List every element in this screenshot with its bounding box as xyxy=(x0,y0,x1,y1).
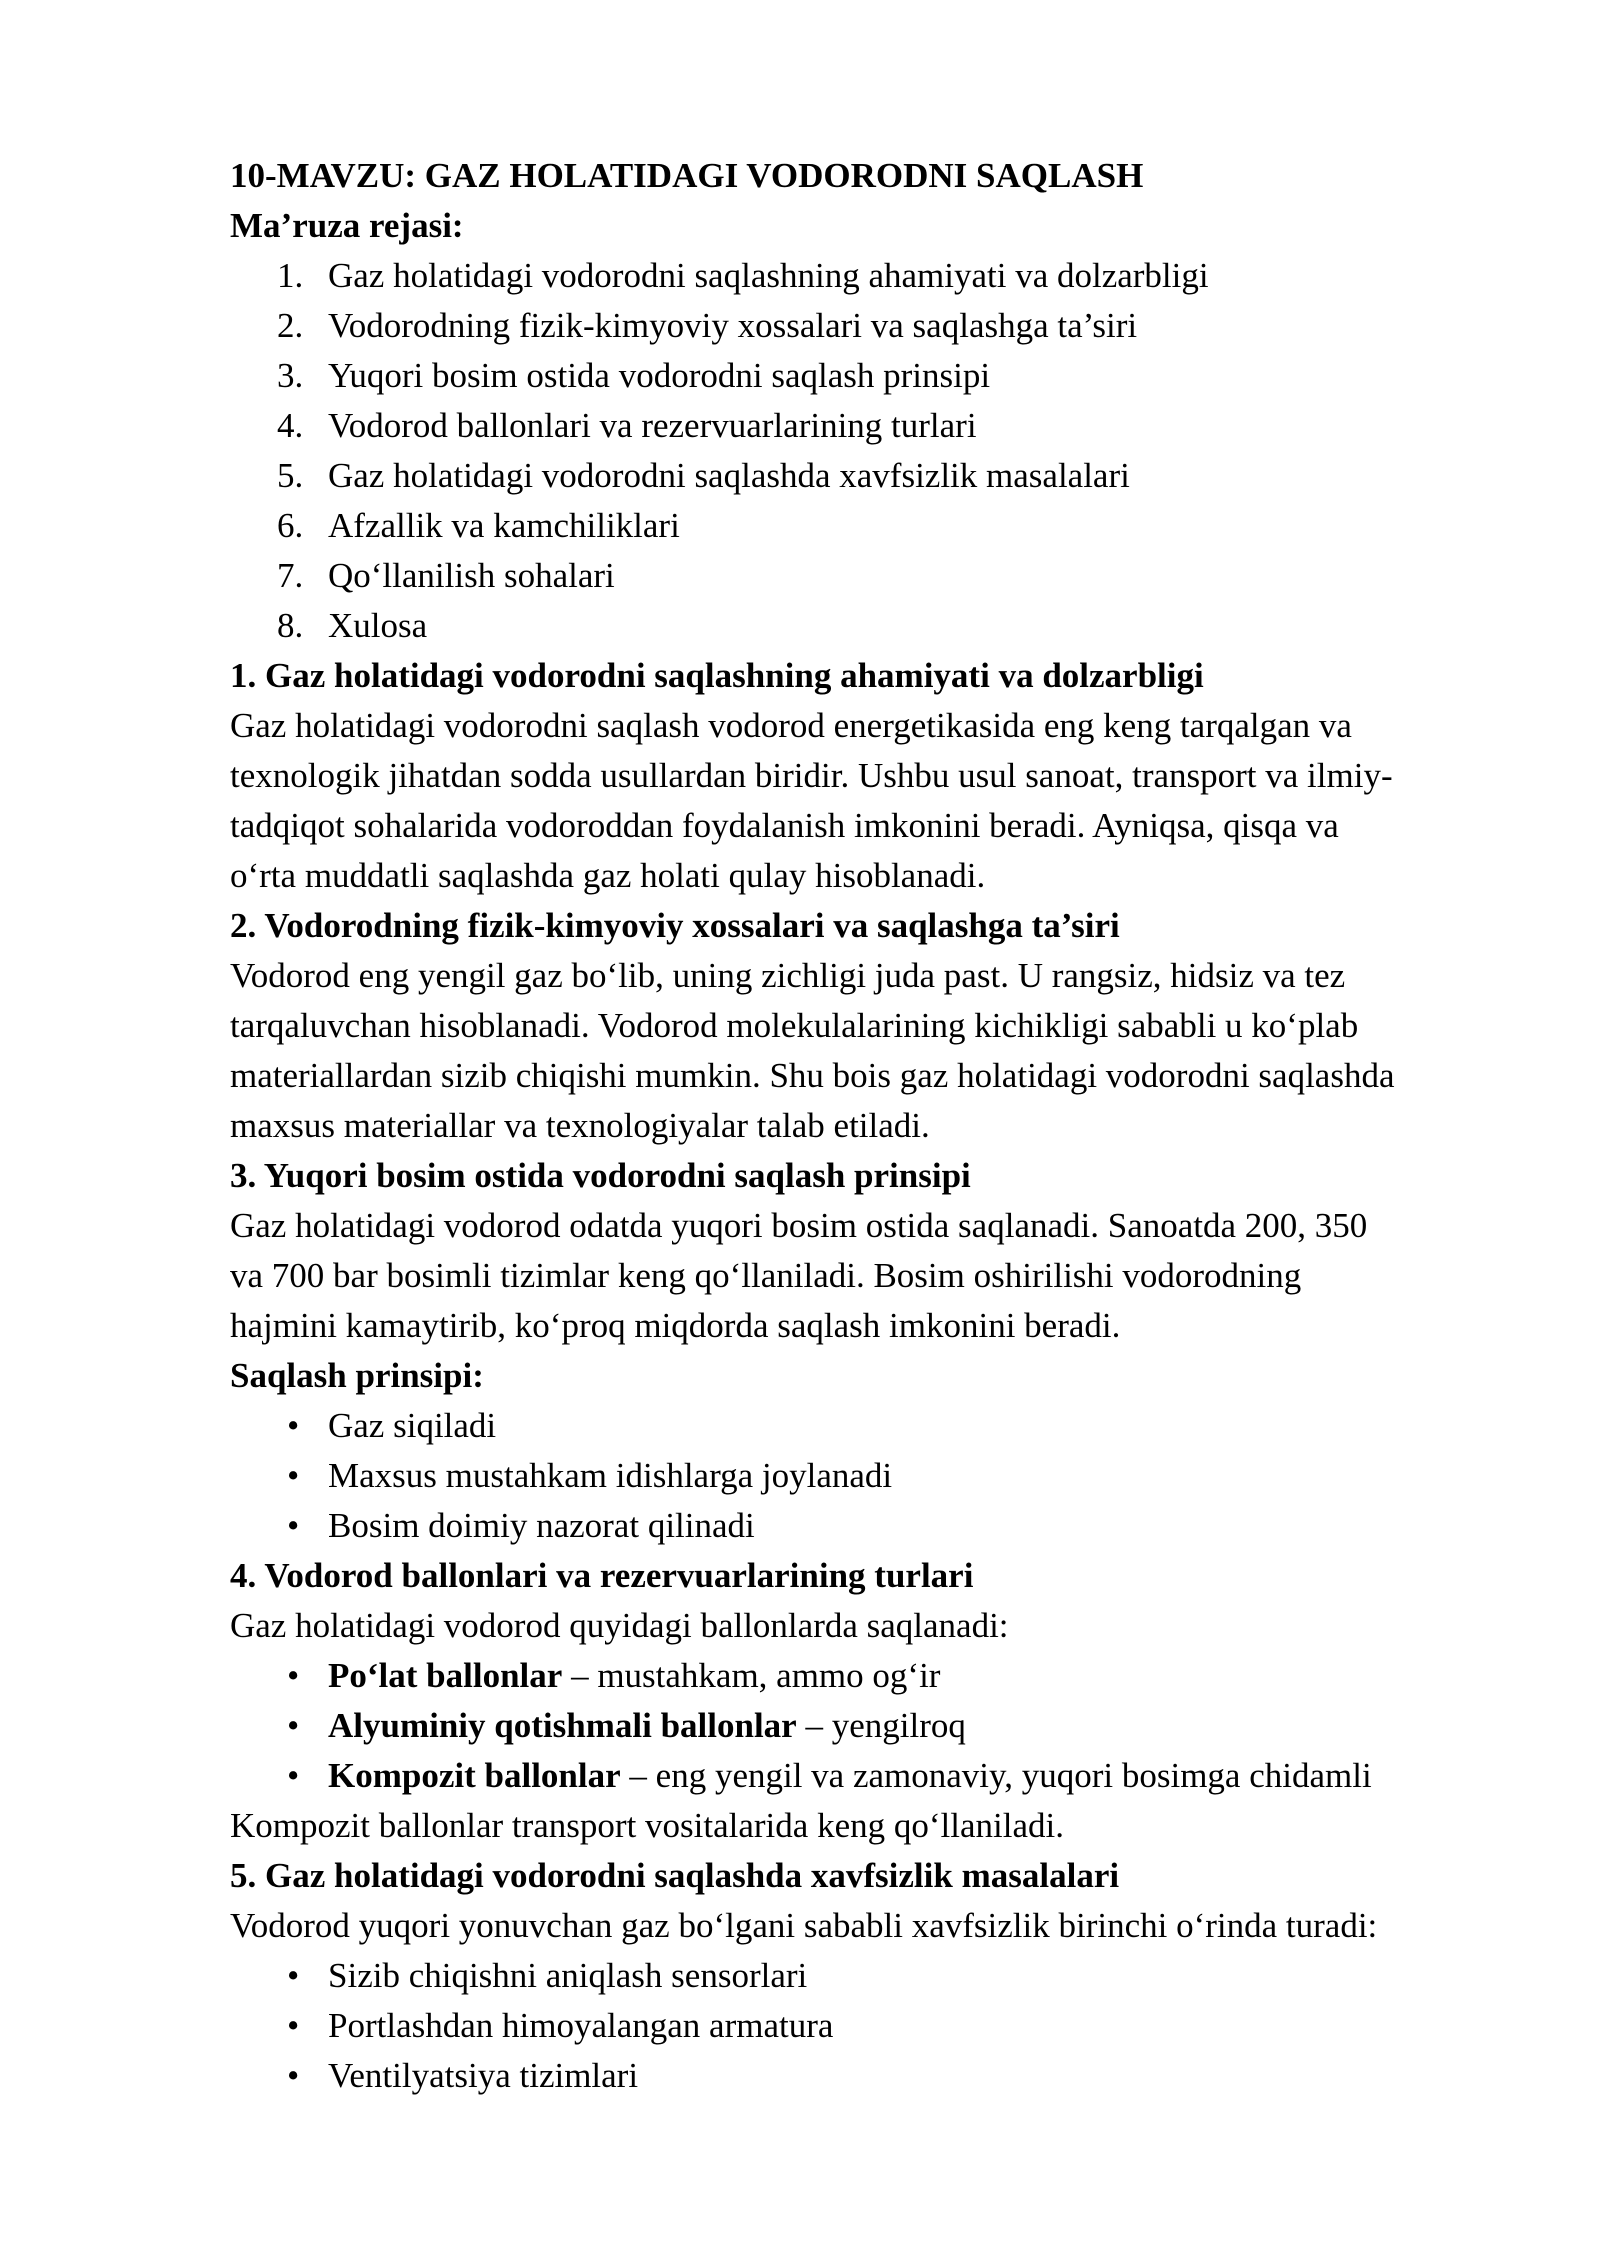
plan-list-item xyxy=(230,251,1490,301)
section-2-heading: 2. Vodorodning fizik-kimyoviy xossalari va saqlashga ta’siri xyxy=(230,906,1120,945)
bullet-item xyxy=(230,1401,1490,1451)
plan-item-text: Afzallik va kamchiliklari xyxy=(328,506,680,545)
section-3-line: Gaz holatidagi vodorod odatda yuqori bosim ostida saqlanadi. Sanoatda 200, 350 xyxy=(230,1206,1368,1245)
section-1-heading: 1. Gaz holatidagi vodorodni saqlashning ahamiyati va dolzarbligi xyxy=(230,656,1204,695)
plan-list-item xyxy=(230,301,1490,351)
list-number: 7. xyxy=(277,556,304,595)
bullet-item xyxy=(230,1701,1490,1751)
bullet-item xyxy=(230,1451,1490,1501)
bullet-text: Gaz siqiladi xyxy=(328,1406,497,1445)
bullet-text: Ventilyatsiya tizimlari xyxy=(328,2056,639,2095)
list-number: 1. xyxy=(277,256,304,295)
section-3-heading: 3. Yuqori bosim ostida vodorodni saqlash prinsipi xyxy=(230,1156,971,1195)
plan-list-item xyxy=(230,401,1490,451)
plan-item-text: Qo‘llanilish sohalari xyxy=(328,556,615,595)
section-5-intro: Vodorod yuqori yonuvchan gaz bo‘lgani sababli xavfsizlik birinchi o‘rinda turadi: xyxy=(230,1906,1378,1945)
bullet-item xyxy=(230,1651,1490,1701)
section-2-line: maxsus materiallar va texnologiyalar talab etiladi. xyxy=(230,1106,930,1145)
bullet-item xyxy=(230,1751,1490,1801)
bullet-icon: • xyxy=(287,1656,300,1695)
section-4-bullet-list xyxy=(230,1651,1490,1801)
section-3-line: va 700 bar bosimli tizimlar keng qo‘llaniladi. Bosim oshirilishi vodorodning xyxy=(230,1256,1302,1295)
plan-list-item xyxy=(230,601,1490,651)
bullet-icon: • xyxy=(287,1706,300,1745)
section-1-line: tadqiqot sohalarida vodoroddan foydalanish imkonini beradi. Ayniqsa, qisqa va xyxy=(230,806,1339,845)
list-number: 5. xyxy=(277,456,304,495)
bullet-desc: – yengilroq xyxy=(796,1706,966,1745)
plan-item-text: Gaz holatidagi vodorodni saqlashda xavfsizlik masalalari xyxy=(328,456,1130,495)
plan-list-item xyxy=(230,501,1490,551)
bullet-icon: • xyxy=(287,1506,300,1545)
plan-list xyxy=(230,251,1490,651)
list-number: 4. xyxy=(277,406,304,445)
bullet-icon: • xyxy=(287,2056,300,2095)
list-number: 3. xyxy=(277,356,304,395)
plan-list-item xyxy=(230,451,1490,501)
section-3-line: hajmini kamaytirib, ko‘proq miqdorda saqlash imkonini beradi. xyxy=(230,1306,1121,1345)
section-1-line: Gaz holatidagi vodorodni saqlash vodorod energetikasida eng keng tarqalgan va xyxy=(230,706,1352,745)
bullet-text: Maxsus mustahkam idishlarga joylanadi xyxy=(328,1456,893,1495)
bullet-desc: – mustahkam, ammo og‘ir xyxy=(562,1656,941,1695)
section-2-line: materiallardan sizib chiqishi mumkin. Shu bois gaz holatidagi vodorodni saqlashda xyxy=(230,1056,1395,1095)
section-4-intro: Gaz holatidagi vodorod quyidagi ballonlarda saqlanadi: xyxy=(230,1606,1009,1645)
plan-heading: Ma’ruza rejasi: xyxy=(230,206,464,245)
bullet-icon: • xyxy=(287,2006,300,2045)
list-number: 6. xyxy=(277,506,304,545)
section-3-subheading: Saqlash prinsipi: xyxy=(230,1356,484,1395)
bullet-item xyxy=(230,2001,1490,2051)
plan-list-item xyxy=(230,551,1490,601)
section-4-outro: Kompozit ballonlar transport vositalarida keng qo‘llaniladi. xyxy=(230,1806,1064,1845)
list-number: 2. xyxy=(277,306,304,345)
bullet-text: Bosim doimiy nazorat qilinadi xyxy=(328,1506,755,1545)
plan-item-text: Vodorod ballonlari va rezervuarlarining turlari xyxy=(328,406,977,445)
plan-item-text: Gaz holatidagi vodorodni saqlashning ahamiyati va dolzarbligi xyxy=(328,256,1209,295)
section-1-line: texnologik jihatdan sodda usullardan biridir. Ushbu usul sanoat, transport va ilmiy- xyxy=(230,756,1393,795)
section-2-line: tarqaluvchan hisoblanadi. Vodorod molekulalarining kichikligi sababli u ko‘plab xyxy=(230,1006,1359,1045)
bullet-icon: • xyxy=(287,1756,300,1795)
section-4-heading: 4. Vodorod ballonlari va rezervuarlarining turlari xyxy=(230,1556,974,1595)
section-1-line: o‘rta muddatli saqlashda gaz holati qulay hisoblanadi. xyxy=(230,856,986,895)
bullet-item xyxy=(230,1501,1490,1551)
bullet-term: Po‘lat ballonlar xyxy=(328,1656,563,1695)
bullet-icon: • xyxy=(287,1956,300,1995)
plan-item-text: Xulosa xyxy=(328,606,428,645)
bullet-term: Kompozit ballonlar xyxy=(328,1756,621,1795)
bullet-term: Alyuminiy qotishmali ballonlar xyxy=(328,1706,797,1745)
plan-item-text: Yuqori bosim ostida vodorodni saqlash prinsipi xyxy=(328,356,991,395)
bullet-desc: – eng yengil va zamonaviy, yuqori bosimga chidamli xyxy=(620,1756,1372,1795)
bullet-text: Portlashdan himoyalangan armatura xyxy=(328,2006,834,2045)
document-content xyxy=(230,151,1490,2101)
bullet-text: Sizib chiqishni aniqlash sensorlari xyxy=(328,1956,808,1995)
list-number: 8. xyxy=(277,606,304,645)
bullet-icon: • xyxy=(287,1456,300,1495)
bullet-item xyxy=(230,1951,1490,2001)
bullet-item xyxy=(230,2051,1490,2101)
section-3-bullet-list xyxy=(230,1401,1490,1551)
plan-item-text: Vodorodning fizik-kimyoviy xossalari va saqlashga ta’siri xyxy=(328,306,1138,345)
bullet-icon: • xyxy=(287,1406,300,1445)
plan-list-item xyxy=(230,351,1490,401)
section-5-bullet-list xyxy=(230,1951,1490,2101)
document-title: 10-MAVZU: GAZ HOLATIDAGI VODORODNI SAQLASH xyxy=(230,156,1144,195)
section-5-heading: 5. Gaz holatidagi vodorodni saqlashda xavfsizlik masalalari xyxy=(230,1856,1120,1895)
section-2-line: Vodorod eng yengil gaz bo‘lib, uning zichligi juda past. U rangsiz, hidsiz va tez xyxy=(230,956,1346,995)
